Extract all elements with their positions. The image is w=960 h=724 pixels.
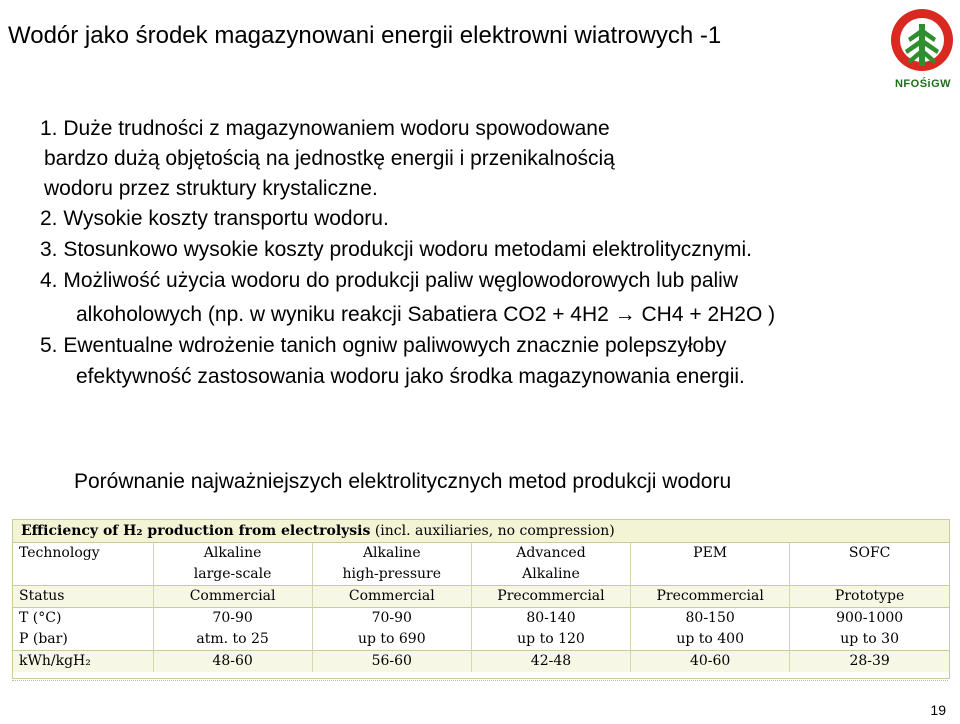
table-cell: 40-60	[631, 651, 790, 673]
logo-wordmark: NFOŚiGW	[894, 78, 952, 90]
slide-title: Wodór jako środek magazynowani energii elektrowni wiatrowych -1	[8, 22, 722, 49]
column-header	[790, 564, 949, 586]
table-cell: Prototype	[790, 586, 949, 608]
list-item: 3. Stosunkowo wysokie koszty produkcji wodoru metodami elektrolitycznymi.	[40, 238, 752, 261]
table-title	[13, 520, 949, 543]
table-cell: 70-90	[153, 608, 312, 630]
table-cell: 28-39	[790, 651, 949, 673]
list-item-continuation: alkoholowych (np. w wyniku reakcji Sabatiera CO2 + 4H2 → CH4 + 2H2O )	[76, 303, 776, 326]
table-row-energy	[13, 651, 949, 673]
table-cell: Commercial	[153, 586, 312, 608]
table-cell: 900-1000	[790, 608, 949, 630]
table-cell: up to 690	[312, 629, 471, 651]
table-title-bold: Efficiency of H₂ production from electrolysis	[21, 523, 371, 539]
table-cell: up to 30	[840, 631, 899, 647]
list-item: 1. Duże trudności z magazynowaniem wodoru spowodowane	[40, 117, 610, 140]
list-item-continuation: efektywność zastosowania wodoru jako środka magazynowania energii.	[76, 365, 745, 388]
efficiency-grid	[13, 543, 949, 672]
table-caption: Porównanie najważniejszych elektrolitycznych metod produkcji wodoru	[74, 470, 732, 493]
column-header: Alkaline	[471, 564, 630, 586]
table-cell: 70-90	[312, 608, 471, 630]
column-header: large-scale	[153, 564, 312, 586]
table-title-rest: (incl. auxiliaries, no compression)	[370, 523, 615, 539]
list-item: 2. Wysokie koszty transportu wodoru.	[40, 207, 389, 230]
page-number: 19	[930, 702, 946, 718]
table-cell: atm. to 25	[153, 629, 312, 651]
list-item-continuation: bardzo dużą objętością na jednostkę energii i przenikalnością	[44, 147, 615, 170]
table-cell: Precommercial	[471, 586, 630, 608]
table-bottom-edge	[12, 680, 948, 683]
column-header: PEM	[631, 543, 790, 564]
table-row-status	[13, 586, 949, 608]
column-header	[631, 564, 790, 586]
row-label: Status	[13, 586, 153, 608]
table-cell: 56-60	[312, 651, 471, 673]
efficiency-table	[12, 519, 950, 679]
row-label: Technology	[13, 543, 153, 564]
column-header: Alkaline	[312, 543, 471, 564]
list-item: 4. Możliwość użycia wodoru do produkcji paliw węglowodorowych lub paliw	[40, 269, 738, 292]
table-cell: 80-150	[631, 608, 790, 630]
table-row-pressure	[13, 629, 949, 651]
column-header: Alkaline	[153, 543, 312, 564]
row-label: T (°C)	[13, 608, 153, 630]
table-cell: Precommercial	[631, 586, 790, 608]
table-row-temperature	[13, 608, 949, 630]
table-cell: up to 400	[631, 629, 790, 651]
row-label: P (bar)	[13, 629, 153, 651]
table-cell: 48-60	[153, 651, 312, 673]
list-item: 5. Ewentualne wdrożenie tanich ogniw paliwowych znacznie polepszyłoby	[40, 334, 727, 357]
table-cell: 42-48	[471, 651, 630, 673]
table-cell: 80-140	[471, 608, 630, 630]
column-header: high-pressure	[312, 564, 471, 586]
table-row-technology-2	[13, 564, 949, 586]
list-item-continuation: wodoru przez struktury krystaliczne.	[44, 177, 378, 200]
column-header: SOFC	[848, 545, 891, 561]
table-cell: up to 120	[471, 629, 630, 651]
row-label: kWh/kgH₂	[13, 651, 153, 673]
column-header: Advanced	[471, 543, 630, 564]
table-row-technology	[13, 543, 949, 564]
table-cell: Commercial	[312, 586, 471, 608]
empty-cell	[13, 564, 153, 586]
